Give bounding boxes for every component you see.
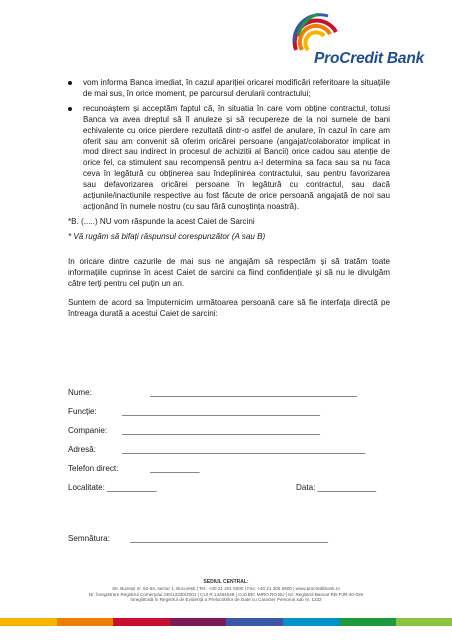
color-bar-segment [0, 618, 57, 626]
semnatura-row [68, 534, 110, 543]
color-bar-segment [113, 618, 170, 626]
footer-heading: SEDIUL CENTRAL: [203, 579, 249, 585]
color-bar-segment [396, 618, 452, 626]
semnatura-field[interactable]: ____________________________________________ [130, 534, 329, 543]
functie-row [68, 407, 97, 416]
footer-line: Înregistrată în Registrul de Evidență a Prelucrărilor de Date cu Caracter Personal sub nr. 1232 [130, 597, 322, 603]
data-field[interactable]: Data: _____________ [296, 483, 377, 492]
adresa-label: Adresă: [68, 445, 96, 454]
nume-field[interactable]: ______________________________________________ [150, 388, 358, 397]
telefon-row [68, 464, 118, 473]
nume-row [68, 388, 92, 397]
adresa-row [68, 445, 96, 454]
representative-paragraph: Suntem de acord sa împuternicim următoarea persoană care să fie interfața directă pe întreaga durată a acestui Caiet de sarcini: [68, 298, 390, 319]
adresa-field[interactable]: ______________________________________________________ [122, 445, 366, 454]
document-body [68, 78, 390, 329]
logo-arcs-icon [290, 10, 342, 54]
telefon-label: Telefon direct: [68, 464, 119, 473]
confidentiality-paragraph: In oricare dintre cazurile de mai sus ne angajăm să respectăm și să tratăm toate informațiile cuprinse în acest Caiet de sarcini ca fiind confidențiale și să nu le divulgăm către terți pentru cel puțin un an. [68, 256, 390, 288]
color-bar-segment [226, 618, 283, 626]
color-bar-segment [339, 618, 396, 626]
brand-name: ProCredit Bank [314, 50, 425, 67]
companie-field[interactable]: ____________________________________________ [122, 426, 321, 435]
bullet-list [68, 78, 390, 213]
companie-row [68, 426, 107, 435]
footer-line: Str. Buzești nr. 62-64, sector 1, București | Tel.: +40 21 201 6000 | Fax: +40 21 305 5600 | www.procreditbank.ro [112, 585, 340, 591]
telefon-field[interactable]: ___________ [150, 464, 200, 473]
companie-label: Companie: [68, 426, 108, 435]
color-bar-segment [170, 618, 227, 626]
color-bar-segment [57, 618, 114, 626]
color-bar-segment [283, 618, 340, 626]
footer-line: Nr. înregistrare Registrul Comerțului J40/13330/2001 | CUI R 14264048 | Cod BIC MIRO RO BU | Nr. Registrul Bancar RB-PJR-40-026 [88, 591, 364, 597]
footer [0, 580, 452, 603]
functie-field[interactable]: ____________________________________________ [122, 407, 321, 416]
list-item: recunoaștem și acceptăm faptul că, în situatia în care vom obține contractul, totusi Banca va avea dreptul să îl anuleze și să recupereze de la noi sumele de bani echivalente cu orice pierdere rezultată dintr-o astfel de anulare, în cazul în care am oferit sau am convenit să oferim oricărei persoane (angajat/colaborator implicat in mod direct sau indirect in procesul de achizitii al Bancii) orice cadou sau atenție de orice fel, ca stimulent sau recompensă pentru a-l determina sa faca sau sa nu faca ceva în legătură cu obținerea sau îndeplinirea contractului, sau pentru favorizarea sau defavorizarea oricărei persoane în legătură cu contractul, sau dacă acțiunile/inactiunile respective au fost făcute de orice persoană angajată de noi sau acționând în numele nostru (cu sau fără cunoștința noastră). [68, 104, 390, 213]
list-item: vom informa Banca imediat, în cazul apariției oricarei modificări referitoare la situațiile de mai sus, în orice moment, pe parcursul derularii contractului; [68, 78, 390, 100]
semnatura-label: Semnătura: [68, 534, 110, 543]
brand-color-bar [0, 618, 452, 626]
functie-label: Funcție: [68, 407, 97, 416]
instruction-note: * Vă rugăm să bifați răspunsul corespunzător (A sau B) [68, 231, 266, 241]
localitate-field[interactable]: Localitate: ___________ [68, 483, 157, 492]
option-b-note: *B. (.....) NU vom răspunde la acest Caiet de Sarcini [68, 216, 255, 226]
procredit-logo [262, 10, 432, 68]
nume-label: Nume: [68, 388, 92, 397]
